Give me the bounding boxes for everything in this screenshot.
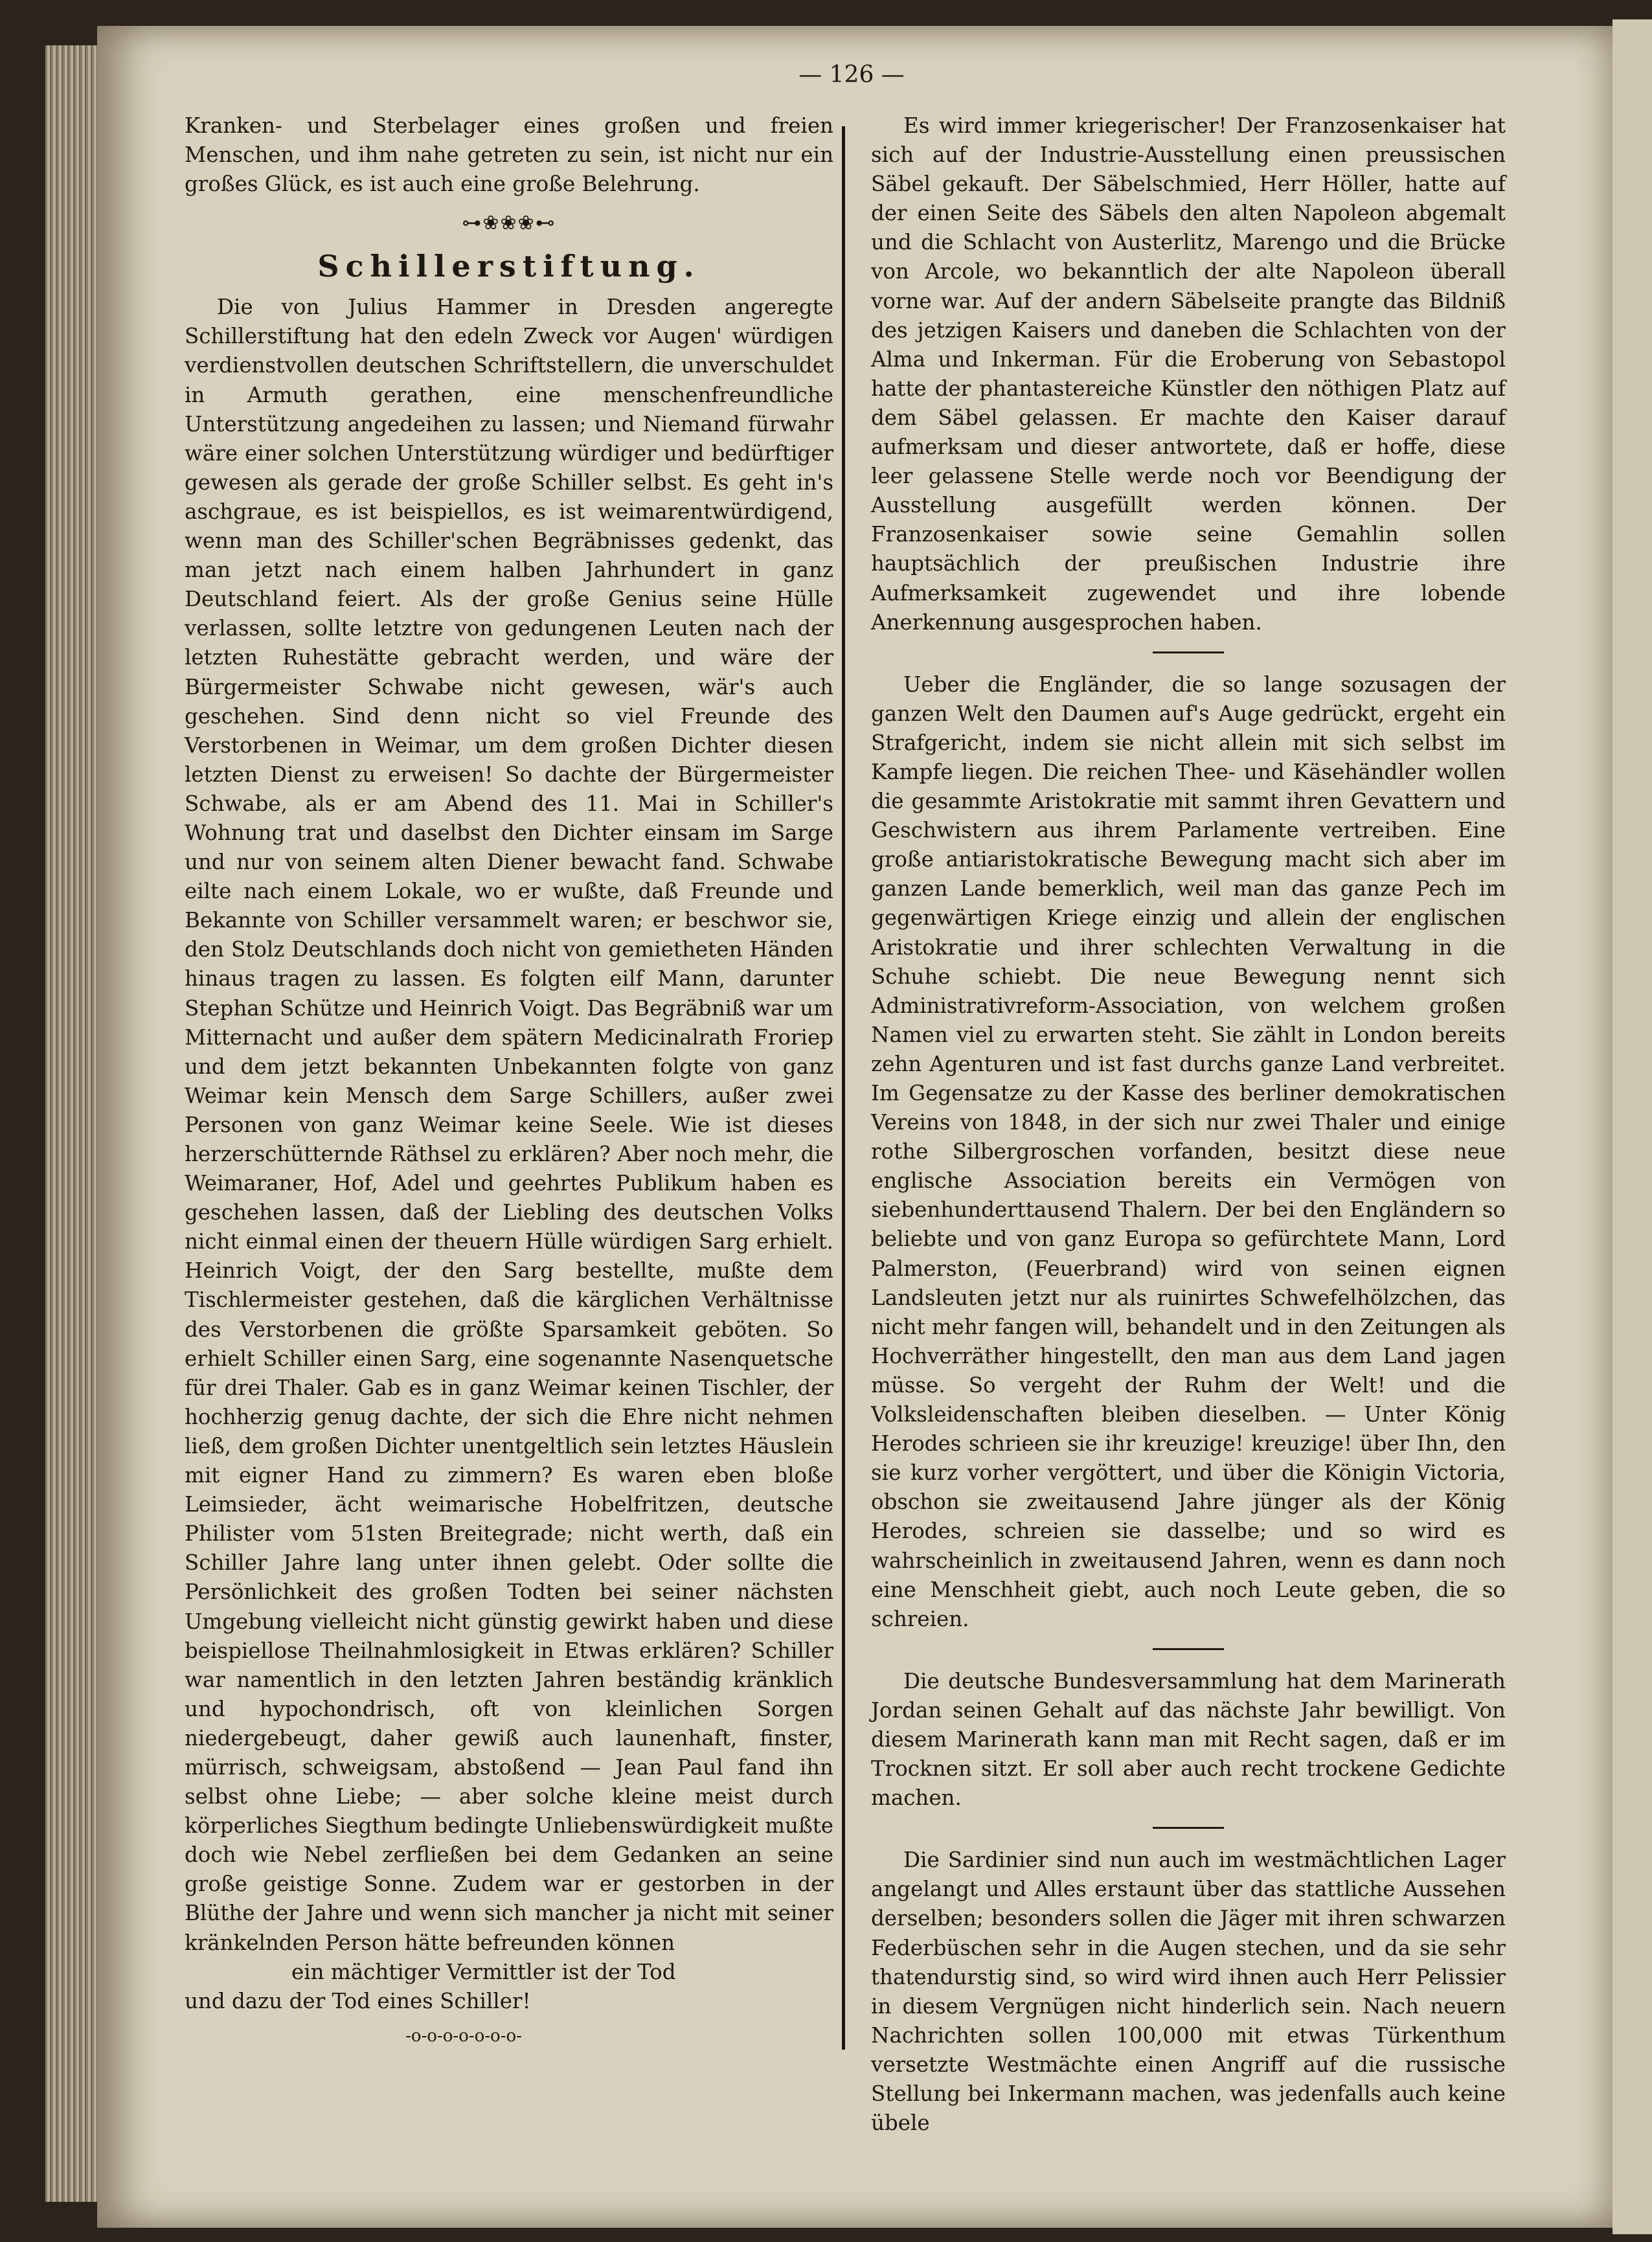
news-item: Ueber die Engländer, die so lange sozusagen der ganzen Welt den Daumen auf's Auge gedrückt, ergeht ein Strafgericht, indem sie nicht allein mit sich selbst im Kampfe liegen. Die reichen Thee- und Käsehändler wollen die gesammte Aristokratie mit sammt ihren Gevattern und Geschwistern aus ihrem Parlamente vertreiben. Eine große antiaristokratische Bewegung macht sich aber im ganzen Lande bemerklich, weil man das ganze Pech im gegenwärtigen Kriege einzig und allein der englischen Aristokratie und ihrer schlechten Verwaltung in die Schuhe schiebt. Die neue Bewegung nennt sich Administrativreform-Association, von welchem großen Namen viel zu erwarten steht. Sie zählt in London bereits zehn Agenturen und ist fast durchs ganze Land verbreitet. Im Gegensatze zu der Kasse des berliner demokratischen Vereins von 1848, in der sich nur zwei Thaler und einige rothe Silbergroschen vorfanden, besitzt diese neue englische Association bereits ein Vermögen von siebenhunderttausend Thalern. Der bei den Engländern so beliebte und von ganz Europa so gefürchtete Mann, Lord Palmerston, (Feuerbrand) wird von seinen eignen Landsleuten jetzt nur als ruinirtes Schwefelhölzchen, das nicht mehr fangen will, behandelt und in den Zeitungen als Hochverräther hingestellt, den man aus dem Land jagen müsse. So vergeht der Ruhm der Welt! und die Volksleidenschaften bleiben dieselben. — Unter König Herodes schrieen sie ihr kreuzige! kreuzige! über Ihn, den sie kurz vorher vergöttert, und über die Königin Victoria, obschon sie zweitausend Jahre jünger als der König Herodes, schreien sie dasselbe; und so wird es wahrscheinlich in zweitausend Jahren, wenn es dann noch eine Menschheit giebt, auch noch Leute geben, die so schreien. (871, 672, 1506, 1631)
news-item: Es wird immer kriegerischer! Der Franzosenkaiser hat sich auf der Industrie-Ausstellung einen preussischen Säbel gekauft. Der Säbelschmied, Herr Höller, hatte auf der einen Seite des Säbels den alten Napoleon abgemalt und die Schlacht von Austerlitz, Marengo und die Brücke von Arcole, wo bekanntlich der alte Napoleon überall vorne war. Auf der andern Säbelseite prangte das Bildniß des jetzigen Kaisers und daneben die Schlachten von der Alma und Inkerman. Für die Eroberung von Sebastopol hatte der phantastereiche Künstler den nöthigen Platz auf dem Säbel gelassen. Er machte den Kaiser darauf aufmerksam und dieser antwortete, daß er hoffe, diese leer gelassene Stelle werde noch vor Beendigung der Ausstellung ausgefüllt werden können. Der Franzosenkaiser sowie seine Gemahlin sollen hauptsächlich der preußischen Industrie ihre Aufmerksamkeit zugewendet und ihre lobende Anerkennung ausgesprochen haben. (871, 113, 1506, 635)
news-item: Die deutsche Bundesversammlung hat dem Marinerath Jordan seinen Gehalt auf das nächste Jahr bewilligt. Von diesem Marinerath kann man mit Recht sagen, daß er im Trocknen sitzt. Er soll aber auch recht trockene Gedichte machen. (871, 1668, 1506, 1811)
item-separator (1153, 651, 1224, 653)
item-separator (1153, 1827, 1224, 1829)
right-column (871, 111, 1506, 2138)
section-heading: Schillerstiftung. (317, 249, 701, 284)
left-column (185, 111, 833, 2046)
verse-line: und dazu der Tod eines Schiller! (185, 1988, 531, 2013)
section-ornament: ⊶❀❀❀⊷ (462, 212, 556, 235)
item-separator (1153, 1648, 1224, 1650)
column-divider (842, 126, 845, 2050)
article-body: Die von Julius Hammer in Dresden angeregte Schillerstiftung hat den edeln Zweck vor Augen' würdigen verdienstvollen deutschen Schriftstellern, die unverschuldet in Armuth gerathen, eine menschenfreundliche Unterstützung angedeihen zu lassen; und Niemand fürwahr wäre einer solchen Unterstützung würdiger und bedürftiger gewesen als gerade der große Schiller selbst. Es geht in's aschgraue, es ist beispiellos, es ist weimarentwürdigend, wenn man des Schiller'schen Begräbnisses gedenkt, das man jetzt nach einem halben Jahrhundert in ganz Deutschland feiert. Als der große Genius seine Hülle verlassen, sollte letztre von gedungenen Leuten nach der letzten Ruhestätte gebracht werden, und wäre der Bürgermeister Schwabe nicht gewesen, wär's auch geschehen. Sind denn nicht so viel Freunde des Verstorbenen in Weimar, um dem großen Dichter diesen letzten Dienst zu erweisen! So dachte der Bürgermeister Schwabe, als er am Abend des 11. Mai in Schiller's Wohnung trat und daselbst den Dichter einsam im Sarge und nur von seinem alten Diener bewacht fand. Schwabe eilte nach einem Lokale, wo er wußte, daß Freunde und Bekannte von Schiller versammelt waren; er beschwor sie, den Stolz Deutschlands doch nicht von gemietheten Händen hinaus tragen zu lassen. Es folgten eilf Mann, darunter Stephan Schütze und Heinrich Voigt. Das Begräbniß war um Mitternacht und außer dem spätern Medicinalrath Froriep und dem jetzt bekannten Unbekannten folgte von ganz Weimar kein Mensch dem Sarge Schillers, außer zwei Personen von ganz Weimar keine Seele. Wie ist dieses herzerschütternde Räthsel zu erklären? Aber noch mehr, die Weimaraner, Hof, Adel und geehrtes Publikum haben es geschehen lassen, daß der Liebling des deutschen Volks nicht einmal einen der theuern Hülle würdigen Sarg erhielt. Heinrich Voigt, der den Sarg bestellte, mußte dem Tischlermeister gestehen, daß die kärglichen Verhältnisse des Verstorbenen die größte Sparsamkeit geböten. So erhielt Schiller einen Sarg, eine sogenannte Nasenquetsche für drei Thaler. Gab es in ganz Weimar keinen Tischler, der hochherzig genug dachte, der sich die Ehre nicht nehmen ließ, dem großen Dichter unentgeltlich sein letztes Häuslein mit eigner Hand zu zimmern? Es waren eben bloße Leimsieder, ächt weimarische Hobelfritzen, deutsche Philister vom 51sten Breitegrade; nicht werth, daß ein Schiller Jahre lang unter ihnen gelebt. Oder sollte die Persönlichkeit des großen Todten bei seiner nächsten Umgebung vielleicht nicht günstig gewirkt haben und diese beispiellose Theilnahmlosigkeit in Etwas erklären? Schiller war namentlich in den letzten Jahren beständig kränklich und hypochondrisch, oft von kleinlichen Sorgen niedergebeugt, daher gewiß auch launenhaft, finster, mürrisch, schweigsam, abstoßend — Jean Paul fand ihn selbst ohne Liebe; — aber solche kleine meist durch körperliches Siegthum bedingte Unliebenswürdigkeit mußte doch wie Nebel zerfließen bei dem Gedanken an seine große geistige Sonne. Zudem war er gestorben in der Blüthe der Jahre und wenn sich mancher ja nicht mit seiner kränkelnden Person hätte befreunden können (185, 295, 833, 1955)
closing-verse (185, 1958, 833, 2016)
page-number: — 126 — (798, 62, 905, 88)
adjacent-page-edge (1612, 19, 1652, 2234)
news-item: Die Sardinier sind nun auch im westmächtlichen Lager angelangt und Alles erstaunt über das stattliche Aussehen derselben; besonders sollen die Jäger mit ihren schwarzen Federbüschen sehr in die Augen stechen, und da sie sehr thatendurstig sind, so wird wird ihnen auch Herr Pelissier in diesem Vergnügen nicht hinderlich sein. Nach neuern Nachrichten sollen 100,000 mit etwas Türkenthum versetzte Westmächte einen Angriff auf die russische Stellung bei Inkermann machen, was jedenfalls auch keine übele (871, 1848, 1506, 2136)
intro-paragraph: Kranken- und Sterbelager eines großen und freien Menschen, und ihm nahe getreten zu sein, ist nicht nur ein großes Glück, es ist auch eine große Belehrung. (185, 113, 833, 197)
verse-line: ein mächtiger Vermittler ist der Tod (291, 1959, 676, 1984)
end-ornament: -o-o-o-o-o-o-o- (405, 2026, 522, 2046)
